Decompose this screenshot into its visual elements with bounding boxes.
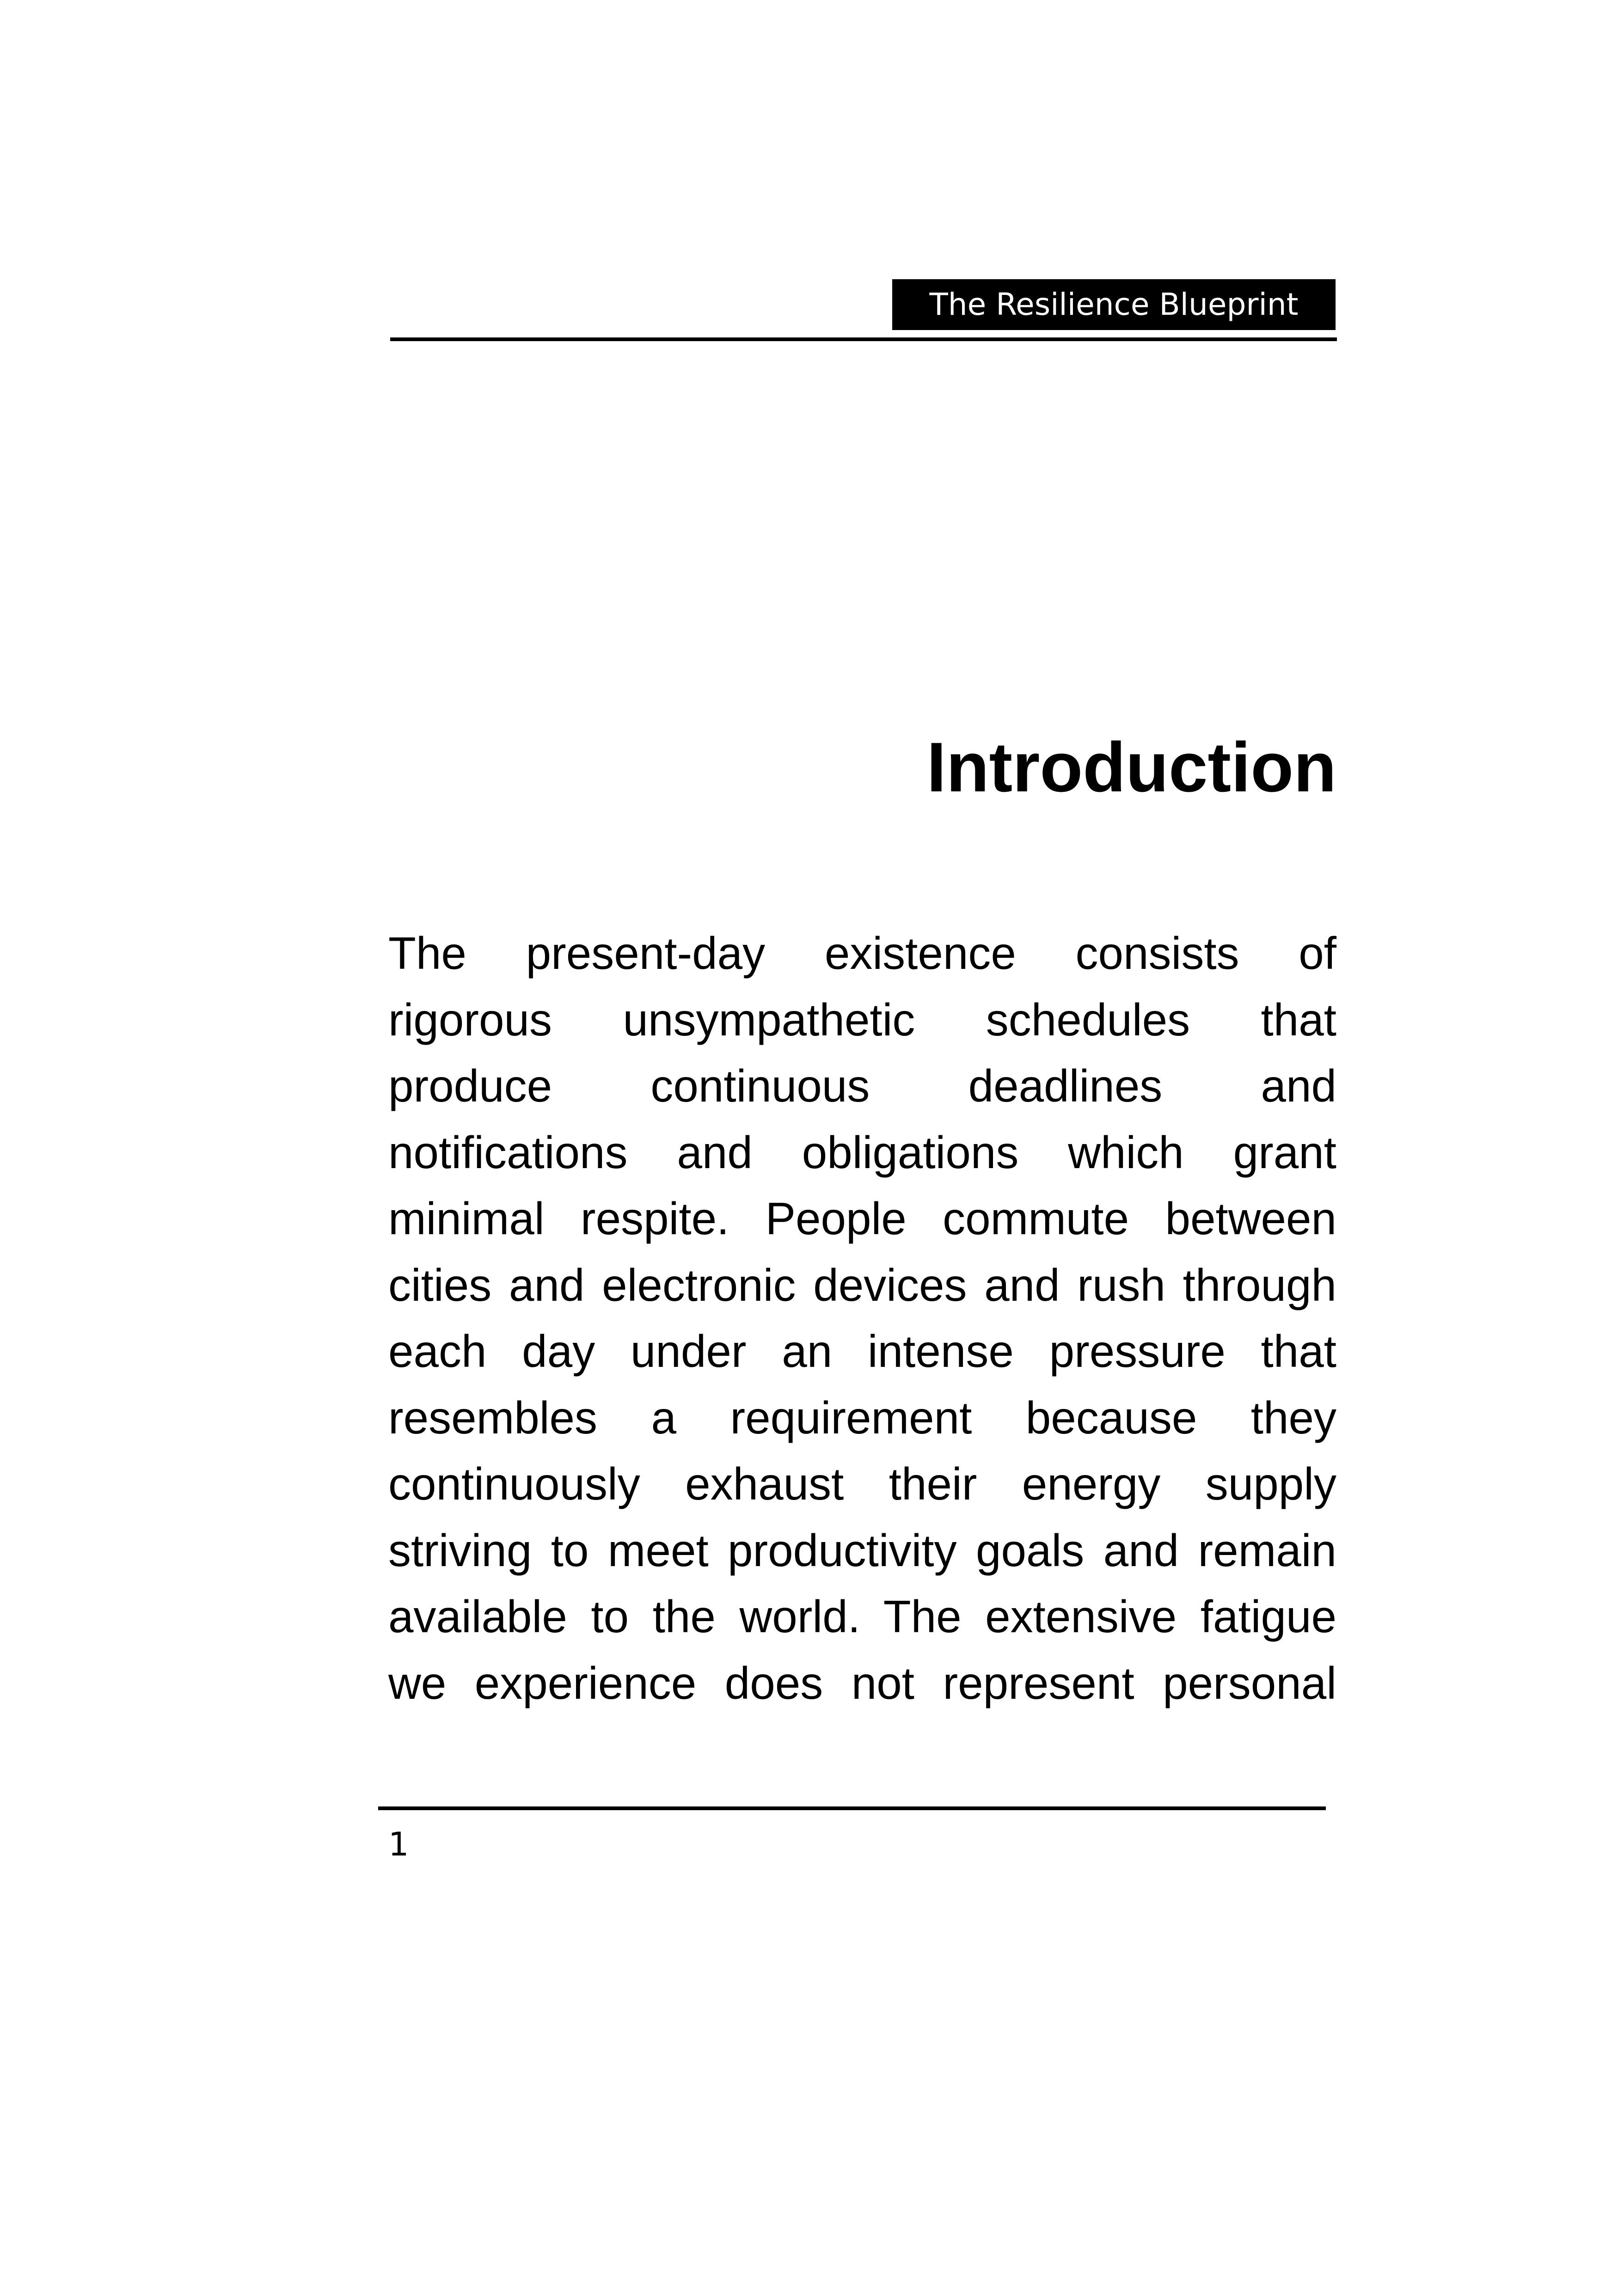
footer-divider bbox=[378, 1806, 1326, 1810]
body-line: rigorous unsympathetic schedules that bbox=[388, 994, 1336, 1045]
body-line: striving to meet productivity goals and remain bbox=[388, 1525, 1336, 1576]
body-line: each day under an intense pressure that bbox=[388, 1326, 1336, 1377]
body-line: we experience does not represent personal bbox=[388, 1657, 1336, 1708]
chapter-title: Introduction bbox=[926, 728, 1336, 807]
body-line: available to the world. The extensive fatigue bbox=[388, 1591, 1336, 1642]
body-line: notifications and obligations which grant bbox=[388, 1127, 1336, 1178]
body-paragraph bbox=[388, 920, 1336, 1716]
body-line: produce continuous deadlines and bbox=[388, 1060, 1336, 1111]
body-line: The present-day existence consists of bbox=[388, 928, 1336, 979]
body-line: cities and electronic devices and rush through bbox=[388, 1259, 1336, 1310]
body-line: minimal respite. People commute between bbox=[388, 1193, 1336, 1244]
body-line: resembles a requirement because they bbox=[388, 1392, 1336, 1443]
body-line: continuously exhaust their energy supply bbox=[388, 1458, 1336, 1509]
header-divider bbox=[390, 337, 1337, 341]
page-number: 1 bbox=[388, 1825, 409, 1863]
running-header: The Resilience Blueprint bbox=[892, 279, 1336, 330]
